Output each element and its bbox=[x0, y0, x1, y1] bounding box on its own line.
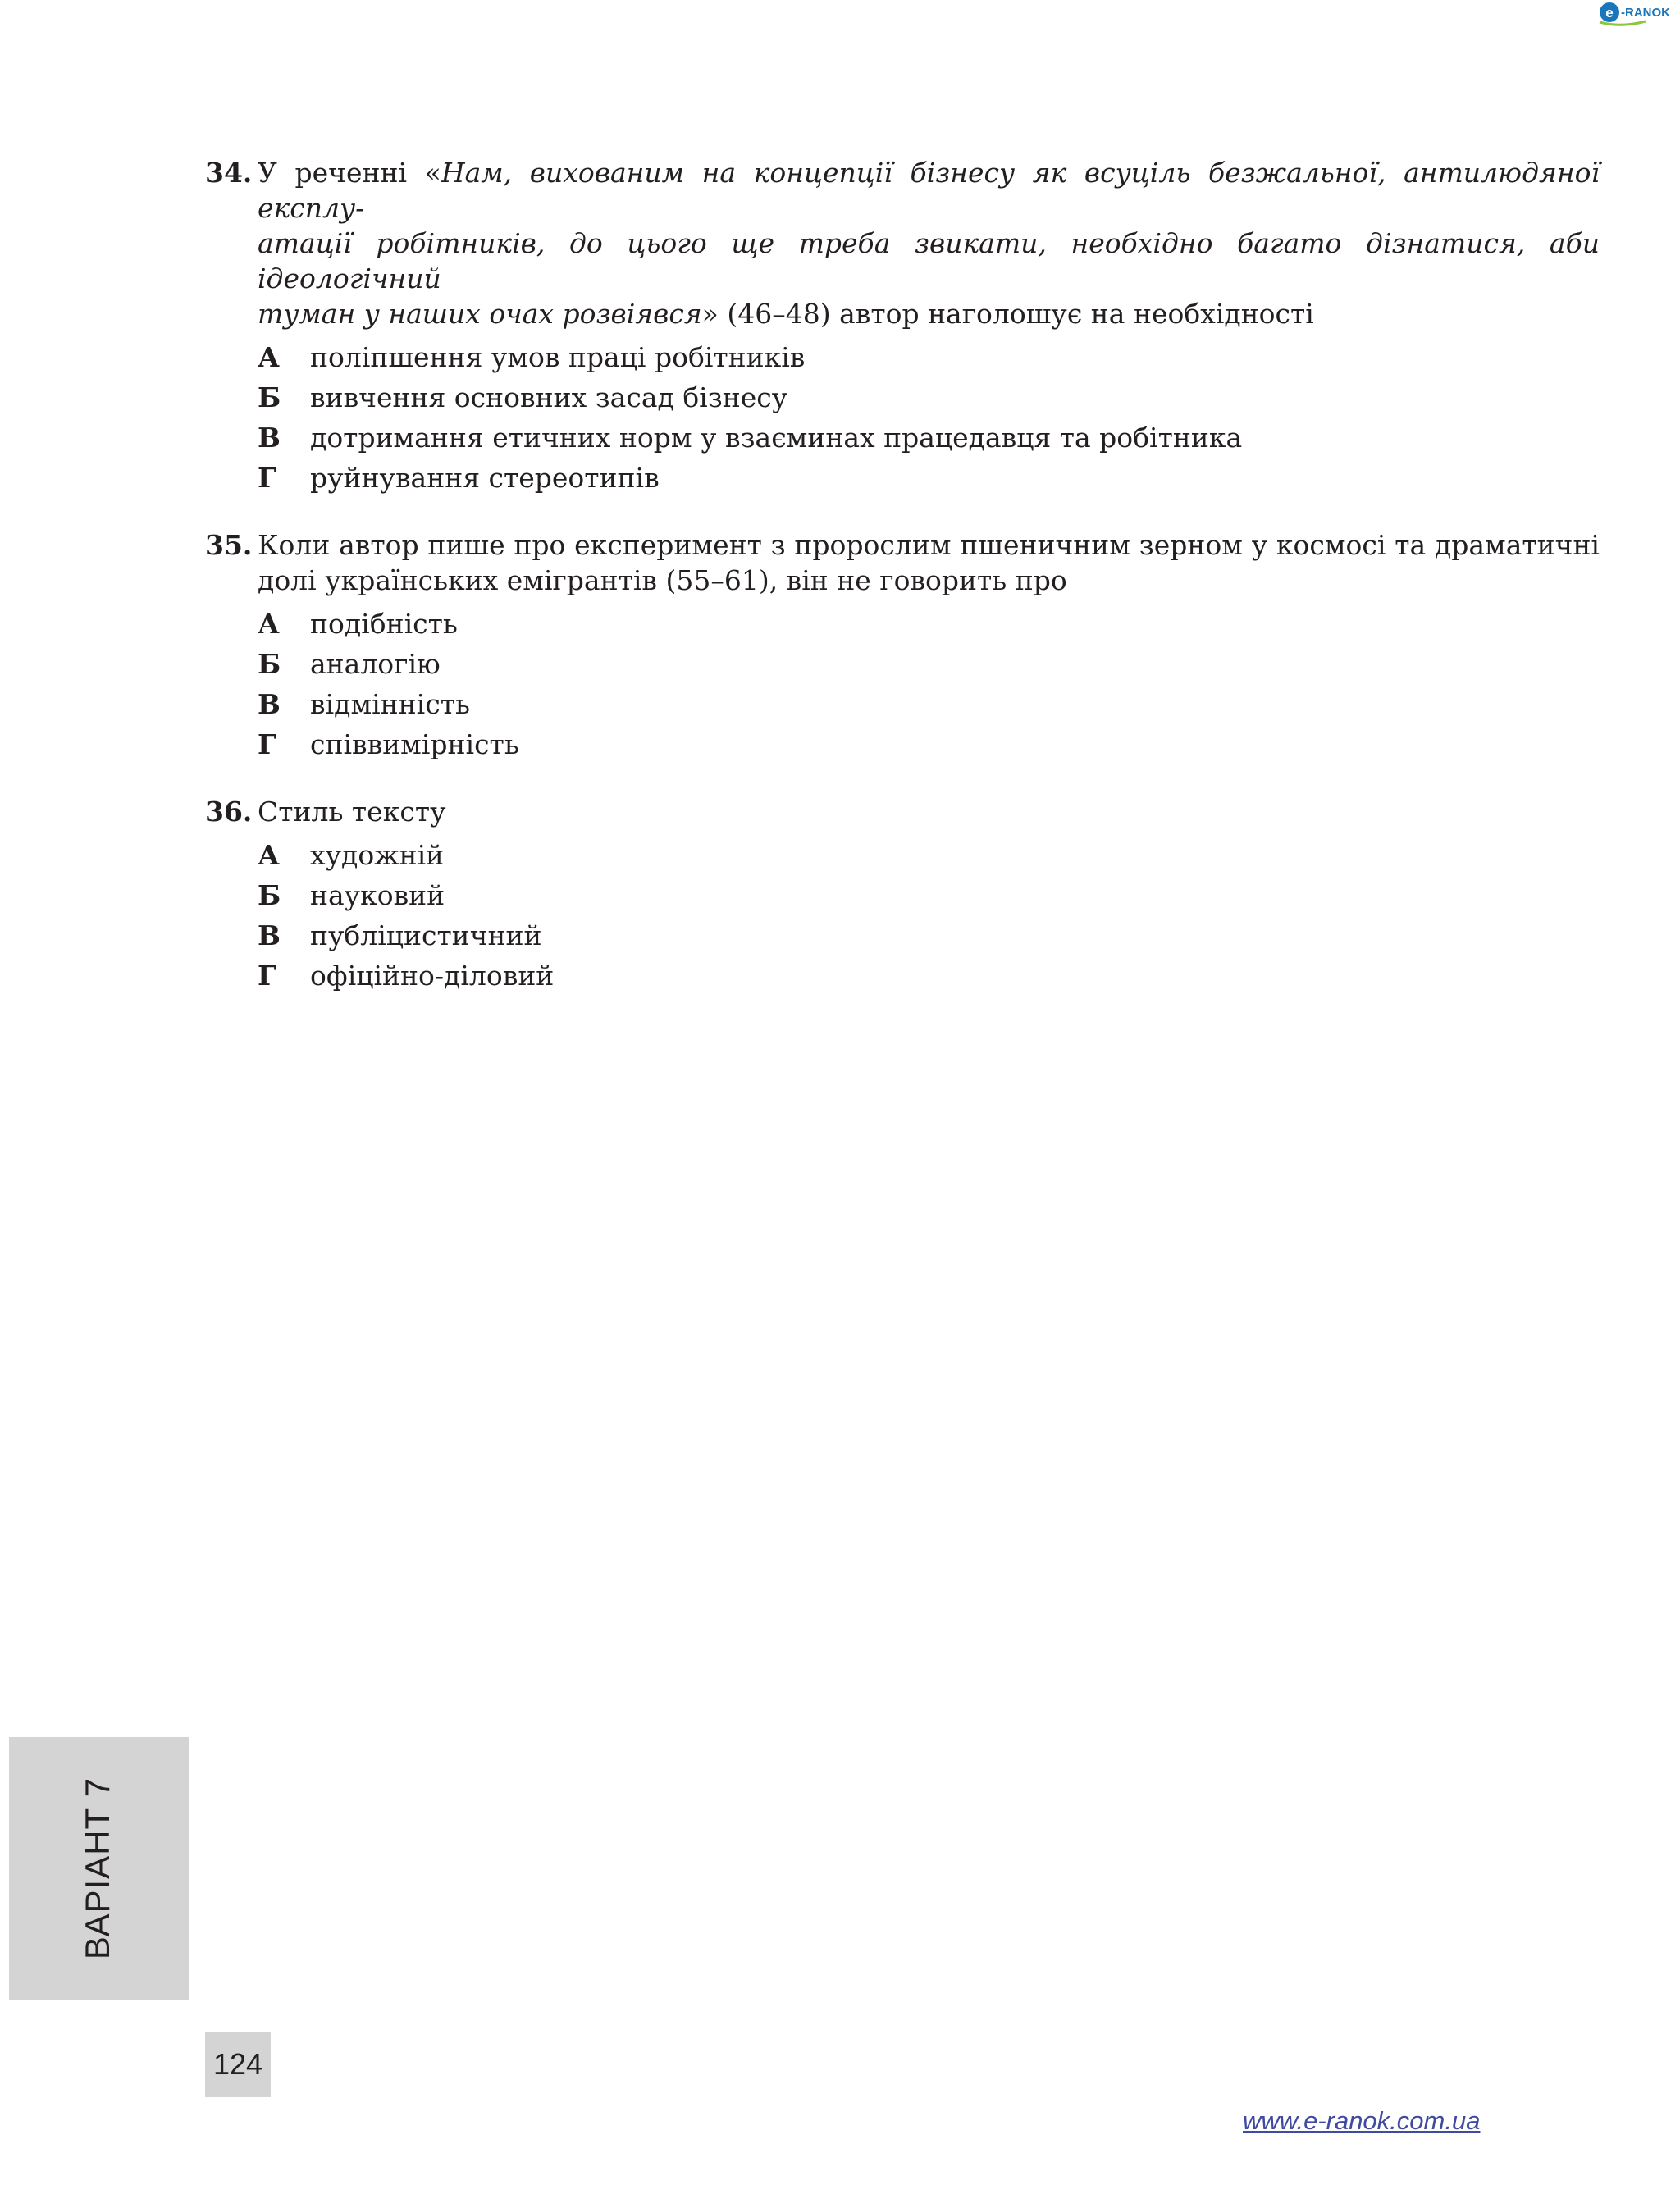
option-text: публіцистичний bbox=[310, 919, 542, 951]
option-text: руйнування стереотипів bbox=[310, 462, 660, 494]
question-item bbox=[205, 155, 1600, 498]
answer-options bbox=[258, 835, 1600, 996]
answer-option[interactable] bbox=[258, 915, 1600, 955]
svg-text:-RANOK: -RANOK bbox=[1621, 6, 1670, 20]
option-letter: А bbox=[258, 839, 280, 871]
footer-link[interactable]: www.e-ranok.com.ua bbox=[1243, 2106, 1481, 2135]
option-text: художній bbox=[310, 839, 445, 871]
answer-option[interactable] bbox=[258, 417, 1600, 458]
answer-option[interactable] bbox=[258, 458, 1600, 498]
option-letter: А bbox=[258, 608, 280, 640]
e-ranok-logo-icon bbox=[1596, 0, 1675, 28]
quoted-text: атації робітників, до цього ще треба звикати, необхідно багато дізнатися, аби ідеологічний bbox=[258, 227, 1600, 294]
answer-option[interactable] bbox=[258, 955, 1600, 996]
option-letter: Г bbox=[258, 728, 276, 760]
quoted-text: Нам, вихованим на концепції бізнесу як всуціль безжальної, антилюдяної експлу- bbox=[258, 157, 1600, 224]
option-text: вивчення основних засад бізнесу bbox=[310, 381, 788, 413]
answer-options bbox=[258, 337, 1600, 498]
stem-line bbox=[258, 527, 1600, 563]
stem-text: У реченні « bbox=[258, 157, 441, 189]
option-text: офіційно-діловий bbox=[310, 960, 555, 992]
e-ranok-logo bbox=[1596, 0, 1675, 28]
option-text: поліпшення умов праці робітників bbox=[310, 341, 806, 373]
stem-text: долі українських емігрантів (55–61), він не говорить про bbox=[258, 564, 1067, 596]
stem-line bbox=[258, 794, 1600, 829]
variant-sidebar bbox=[9, 1737, 189, 2000]
stem-text: Коли автор пише про експеримент з пророслим пшеничним зерном у космосі та драматичні bbox=[258, 529, 1600, 561]
option-letter: Г bbox=[258, 960, 276, 992]
stem-line bbox=[258, 226, 1600, 296]
svg-text:e: e bbox=[1605, 5, 1614, 21]
question-item bbox=[205, 527, 1600, 764]
option-letter: В bbox=[258, 422, 281, 454]
question-stem bbox=[258, 794, 1600, 829]
answer-option[interactable] bbox=[258, 875, 1600, 915]
answer-option[interactable] bbox=[258, 835, 1600, 875]
question-number: 35. bbox=[205, 529, 253, 561]
question-number: 34. bbox=[205, 157, 253, 189]
answer-option[interactable] bbox=[258, 684, 1600, 724]
question-stem bbox=[258, 527, 1600, 598]
option-text: аналогію bbox=[310, 648, 441, 680]
answer-option[interactable] bbox=[258, 377, 1600, 417]
option-letter: Б bbox=[258, 381, 281, 413]
stem-line bbox=[258, 296, 1600, 331]
option-text: подібність bbox=[310, 608, 458, 640]
answer-options bbox=[258, 604, 1600, 764]
option-letter: Б bbox=[258, 648, 281, 680]
option-letter: Б bbox=[258, 879, 281, 911]
stem-text: Стиль тексту bbox=[258, 796, 446, 828]
question-number: 36. bbox=[205, 796, 253, 828]
option-letter: В bbox=[258, 919, 281, 951]
option-text: науковий bbox=[310, 879, 445, 911]
stem-text: » (46–48) автор наголошує на необхідності bbox=[701, 298, 1314, 330]
questions-list bbox=[205, 155, 1600, 1025]
answer-option[interactable] bbox=[258, 604, 1600, 644]
stem-line bbox=[258, 155, 1600, 226]
page-number: 124 bbox=[205, 2032, 271, 2097]
option-text: дотримання етичних норм у взаєминах працедавця та робітника bbox=[310, 422, 1243, 454]
answer-option[interactable] bbox=[258, 724, 1600, 764]
option-text: співвимірність bbox=[310, 728, 519, 760]
question-stem bbox=[258, 155, 1600, 331]
quoted-text: туман у наших очах розвіявся bbox=[258, 298, 702, 330]
answer-option[interactable] bbox=[258, 337, 1600, 377]
question-item bbox=[205, 794, 1600, 996]
option-letter: Г bbox=[258, 462, 276, 494]
option-letter: А bbox=[258, 341, 280, 373]
variant-label: ВАРІАНТ 7 bbox=[78, 1776, 116, 1960]
option-text: відмінність bbox=[310, 688, 470, 720]
stem-line bbox=[258, 563, 1600, 598]
answer-option[interactable] bbox=[258, 644, 1600, 684]
option-letter: В bbox=[258, 688, 281, 720]
